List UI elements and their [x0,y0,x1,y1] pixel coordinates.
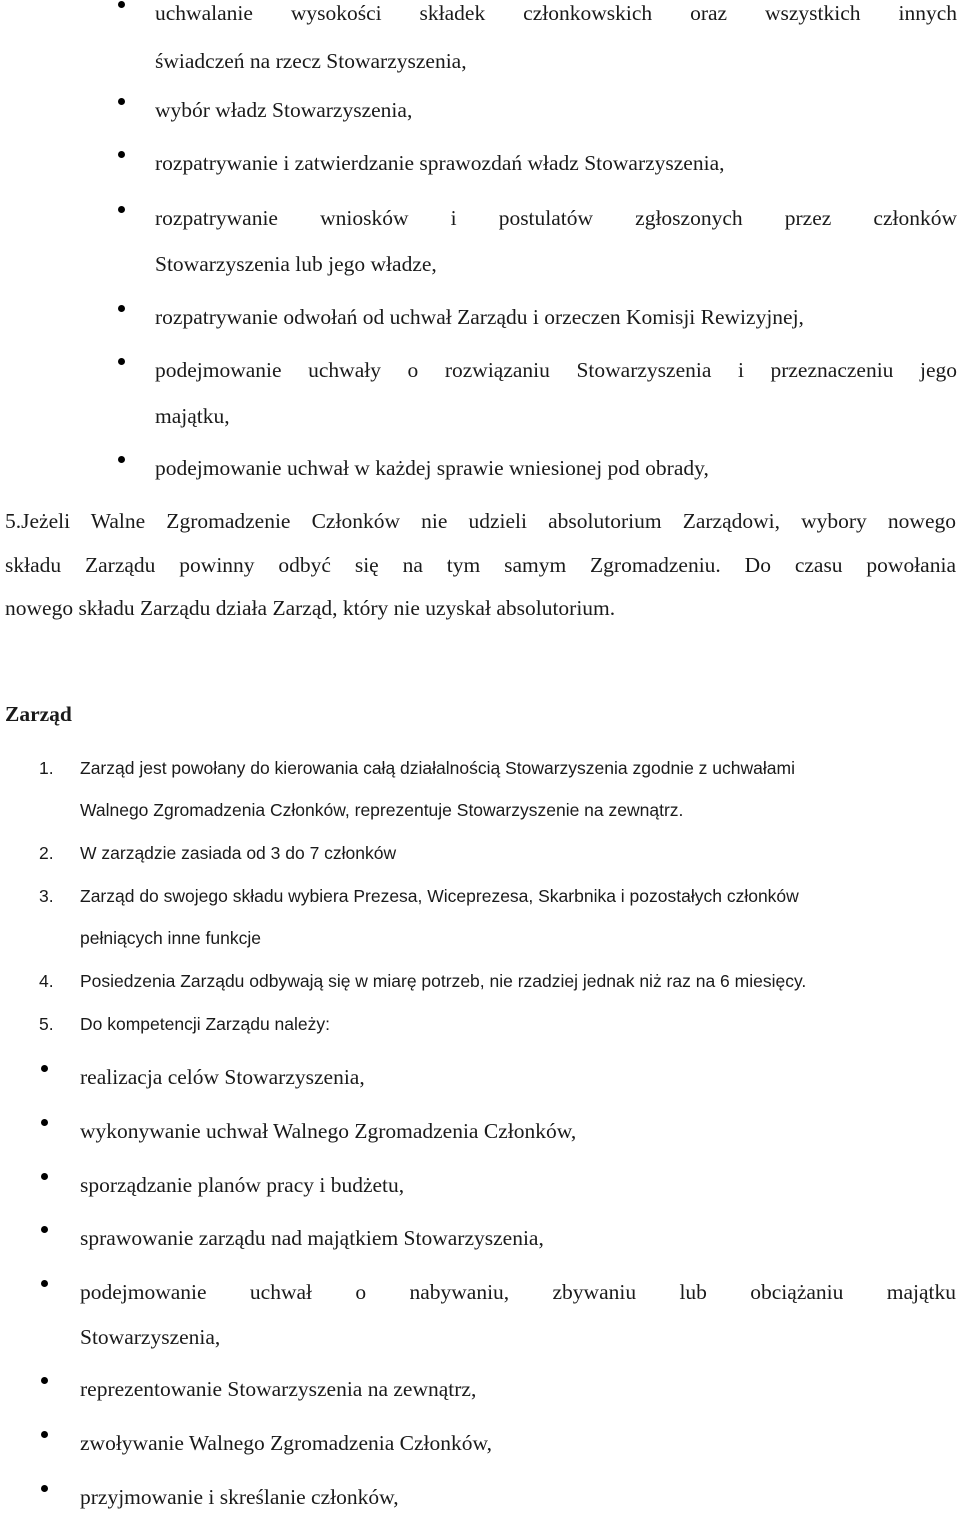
list-item-continuation: Stowarzyszenia, [80,1325,221,1349]
list-item-continuation: majątku, [155,404,230,428]
paragraph-line: składu Zarządu powinny odbyć się na tym samym Zgromadzeniu. Do czasu powołania [5,553,956,577]
list-item: podejmowanie uchwał w każdej sprawie wniesionej pod obrady, [155,444,957,492]
list-item: zwoływanie Walnego Zgromadzenia Członków, [80,1419,956,1467]
list-item: realizacja celów Stowarzyszenia, [80,1053,956,1101]
list-item: sprawowanie zarządu nad majątkiem Stowarzyszenia, [80,1214,956,1262]
list-number: 5. [39,1014,54,1034]
list-item: rozpatrywanie wniosków i postulatów zgłoszonych przez członków [155,194,957,242]
numbered-item: Posiedzenia Zarządu odbywają się w miarę potrzeb, nie rzadziej jednak niż raz na 6 miesięcy. [80,971,807,991]
list-item-continuation: świadczeń na rzecz Stowarzyszenia, [155,49,467,73]
list-item: podejmowanie uchwały o rozwiązaniu Stowarzyszenia i przeznaczeniu jego [155,346,957,394]
list-number: 1. [39,758,54,778]
numbered-item: Do kompetencji Zarządu należy: [80,1014,330,1034]
list-item: rozpatrywanie i zatwierdzanie sprawozdań władz Stowarzyszenia, [155,139,957,187]
list-item: uchwalanie wysokości składek członkowskich oraz wszystkich innych [155,0,957,37]
numbered-item: Zarząd jest powołany do kierowania całą działalnością Stowarzyszenia zgodnie z uchwałami Walnego Zgromadzenia Członków, reprezentuje Stowarzyszenie na zewnątrz. [80,758,795,820]
list-number: 2. [39,843,54,863]
paragraph-line: 5.Jeżeli Walne Zgromadzenie Członków nie udzieli absolutorium Zarządowi, wybory nowego [5,509,956,533]
section-heading: Zarząd [5,702,72,726]
list-number: 4. [39,971,54,991]
list-item: reprezentowanie Stowarzyszenia na zewnątrz, [80,1365,956,1413]
list-item: wykonywanie uchwał Walnego Zgromadzenia Członków, [80,1107,956,1155]
list-number: 3. [39,886,54,906]
list-item-continuation: Stowarzyszenia lub jego władze, [155,252,437,276]
list-item: wybór władz Stowarzyszenia, [155,86,957,134]
numbered-item: Zarząd do swojego składu wybiera Prezesa, Wiceprezesa, Skarbnika i pozostałych członków pełniących inne funkcje [80,886,799,948]
list-item: rozpatrywanie odwołań od uchwał Zarządu i orzeczen Komisji Rewizyjnej, [155,293,957,341]
list-item: przyjmowanie i skreślanie członków, [80,1473,956,1521]
paragraph-line: nowego składu Zarządu działa Zarząd, który nie uzyskał absolutorium. [5,596,616,620]
list-item: podejmowanie uchwał o nabywaniu, zbywaniu lub obciążaniu majątku [80,1268,956,1316]
list-item: sporządzanie planów pracy i budżetu, [80,1161,956,1209]
numbered-item: W zarządzie zasiada od 3 do 7 członków [80,843,397,863]
